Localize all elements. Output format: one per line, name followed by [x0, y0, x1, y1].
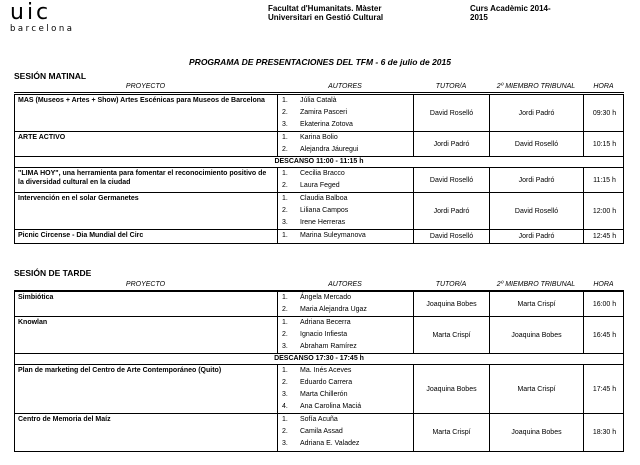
author-number: 3. [282, 343, 288, 350]
author-number: 3. [282, 219, 288, 226]
col-proyecto: PROYECTO [125, 281, 166, 288]
author-name: Ignacio Infiesta [300, 331, 348, 338]
time-cell: 09:30 h [592, 109, 617, 117]
table-row [15, 230, 623, 243]
author-entry [278, 341, 413, 353]
project-name: "LIMA HOY", una herramienta para fomentar el reconocimiento positivo de la diversidad cultural en la ciudad [15, 168, 278, 192]
col-tutor: TUTOR/A [435, 83, 467, 90]
table-row [15, 292, 623, 317]
author-entry [278, 389, 413, 401]
author-entry [278, 377, 413, 389]
authors-cell [278, 317, 414, 353]
author-entry [278, 292, 413, 304]
time-cell: 16:00 h [592, 300, 617, 308]
time-cell: 11:15 h [593, 176, 616, 184]
author-entry [278, 414, 413, 426]
table-row [15, 365, 623, 414]
author-number: 1. [282, 170, 288, 177]
author-number: 2. [282, 379, 288, 386]
time-cell: 17:45 h [592, 385, 617, 393]
tutor-cell: Joaquina Bobes [414, 365, 490, 413]
author-number: 1. [282, 294, 288, 301]
author-name: Ana Carolina Maciá [300, 403, 362, 410]
project-name: Intervención en el solar Germanetes [15, 193, 278, 229]
author-number: 2. [282, 306, 288, 313]
project-name: Plan de marketing del Centro de Arte Contemporáneo (Quito) [15, 365, 278, 413]
author-name: Adriana Becerra [300, 319, 351, 326]
author-name: Ángela Mercado [300, 294, 351, 301]
author-name: Liliana Campos [300, 207, 349, 214]
author-name: Maria Alejandra Ugaz [300, 306, 367, 313]
author-name: Ma. Inés Aceves [300, 367, 352, 374]
author-entry [278, 426, 413, 438]
author-name: Laura Feged [300, 182, 340, 189]
author-number: 1. [282, 319, 288, 326]
authors-cell [278, 168, 414, 192]
author-name: Marta Chillerón [300, 391, 348, 398]
author-entry [278, 365, 413, 377]
morning-table [14, 94, 624, 244]
tutor-cell: Marta Crispí [414, 414, 490, 451]
author-entry [278, 230, 413, 242]
author-number: 3. [282, 391, 288, 398]
tutor-cell: David Roselló [414, 95, 490, 131]
project-name: ARTE ACTIVO [15, 132, 278, 156]
project-name: Knowlan [15, 317, 278, 353]
author-entry [278, 132, 413, 144]
author-number: 2. [282, 207, 288, 214]
faculty-line-1: Facultat d'Humanitats. Màster [268, 4, 382, 13]
break-row: DESCANSO 17:30 - 17:45 h [15, 354, 623, 365]
author-name: Adriana E. Valadez [300, 440, 360, 447]
col-autores: AUTORES [328, 281, 362, 288]
tribunal-member-cell: Jordi Padró [490, 168, 584, 192]
author-name: Karina Bolio [300, 134, 338, 141]
author-entry [278, 438, 413, 450]
author-name: Claudia Balboa [300, 195, 348, 202]
morning-column-headers [14, 83, 624, 93]
author-name: Alejandra Jáuregui [300, 146, 359, 153]
project-name: Simbiótica [15, 292, 278, 316]
time-cell: 10:15 h [592, 140, 617, 148]
program-title: PROGRAMA DE PRESENTACIONES DEL TFM - 6 de julio de 2015 [189, 57, 451, 67]
author-entry [278, 217, 413, 229]
author-name: Zamira Pasceri [300, 109, 348, 116]
course-line-2: 2015 [470, 13, 488, 22]
col-miembro: 2º MIEMBRO TRIBUNAL [496, 281, 576, 288]
tribunal-member-cell: Jordi Padró [490, 230, 584, 243]
author-entry [278, 205, 413, 217]
author-number: 1. [282, 416, 288, 423]
tribunal-member-cell: Joaquina Bobes [490, 317, 584, 353]
tutor-cell: Jordi Padró [414, 132, 490, 156]
authors-cell [278, 414, 414, 451]
tutor-cell: Marta Crispí [414, 317, 490, 353]
tribunal-member-cell: Joaquina Bobes [490, 414, 584, 451]
author-name: Abraham Ramírez [300, 343, 357, 350]
table-row [15, 95, 623, 132]
author-number: 4. [282, 403, 288, 410]
author-entry [278, 329, 413, 341]
authors-cell [278, 132, 414, 156]
author-entry [278, 180, 413, 192]
afternoon-table [14, 291, 624, 452]
author-entry [278, 107, 413, 119]
tutor-cell: Joaquina Bobes [414, 292, 490, 316]
col-autores: AUTORES [328, 83, 362, 90]
logo-main-text: uic [10, 0, 52, 25]
author-entry [278, 304, 413, 316]
authors-cell [278, 193, 414, 229]
tutor-cell: David Roselló [414, 230, 490, 243]
break-row: DESCANSO 11:00 - 11:15 h [15, 157, 623, 168]
project-name: Centro de Memoria del Maíz [15, 414, 278, 451]
faculty-header [268, 4, 438, 22]
tribunal-member-cell: David Roselló [490, 132, 584, 156]
table-row [15, 168, 623, 193]
authors-cell [278, 95, 414, 131]
time-cell: 18:30 h [592, 429, 617, 436]
author-name: Sofía Acuña [300, 416, 338, 423]
author-entry [278, 95, 413, 107]
author-name: Júlia Català [300, 97, 337, 104]
author-number: 3. [282, 121, 288, 128]
table-row [15, 193, 623, 230]
tribunal-member-cell: Marta Crispí [490, 365, 584, 413]
afternoon-column-headers [14, 281, 624, 291]
author-entry [278, 168, 413, 180]
col-tutor: TUTOR/A [435, 281, 467, 288]
tutor-cell: Jordi Padró [414, 193, 490, 229]
author-number: 2. [282, 428, 288, 435]
author-number: 2. [282, 146, 288, 153]
tribunal-member-cell: David Roselló [490, 193, 584, 229]
col-hora: HORA [593, 83, 614, 90]
tribunal-member-cell: Marta Crispí [490, 292, 584, 316]
authors-cell [278, 365, 414, 413]
author-name: Marina Suleymanova [300, 232, 366, 239]
author-entry [278, 193, 413, 205]
project-name: Picnic Circense - Dia Mundial del Circ [15, 230, 278, 243]
tutor-cell: David Roselló [414, 168, 490, 192]
author-number: 2. [282, 109, 288, 116]
col-hora: HORA [593, 281, 614, 288]
authors-cell [278, 230, 414, 243]
tribunal-member-cell: Jordi Padró [490, 95, 584, 131]
morning-session-title: SESIÓN MATINAL [14, 71, 87, 81]
table-row [15, 317, 623, 354]
author-name: Ekaterina Zotova [300, 121, 353, 128]
author-entry [278, 144, 413, 156]
author-number: 1. [282, 97, 288, 104]
author-entry [278, 119, 413, 131]
col-miembro: 2º MIEMBRO TRIBUNAL [496, 83, 576, 90]
author-number: 2. [282, 182, 288, 189]
author-entry [278, 401, 413, 413]
author-name: Eduardo Carrera [300, 379, 353, 386]
time-cell: 12:00 h [592, 207, 617, 215]
author-number: 3. [282, 440, 288, 447]
author-number: 1. [282, 232, 288, 239]
col-proyecto: PROYECTO [125, 83, 166, 90]
author-entry [278, 317, 413, 329]
time-cell: 16:45 h [592, 331, 617, 339]
authors-cell [278, 292, 414, 316]
author-number: 1. [282, 134, 288, 141]
author-name: Camila Assad [300, 428, 343, 435]
time-cell: 12:45 h [592, 233, 617, 240]
course-line-1: Curs Acadèmic 2014- [470, 4, 551, 13]
uic-logo [10, 2, 80, 34]
author-number: 2. [282, 331, 288, 338]
author-number: 1. [282, 195, 288, 202]
table-row [15, 414, 623, 451]
project-name: MAS (Museos + Artes + Show) Artes Escénicas para Museos de Barcelona [15, 95, 278, 131]
faculty-line-2: Universitari en Gestió Cultural [268, 13, 384, 22]
author-name: Cecilia Bracco [300, 170, 345, 177]
table-row [15, 132, 623, 157]
author-number: 1. [282, 367, 288, 374]
afternoon-session-title: SESIÓN DE TARDE [14, 268, 92, 278]
course-header [470, 4, 580, 22]
logo-sub-text: barcelona [10, 24, 75, 34]
author-name: Irene Herreras [300, 219, 346, 226]
